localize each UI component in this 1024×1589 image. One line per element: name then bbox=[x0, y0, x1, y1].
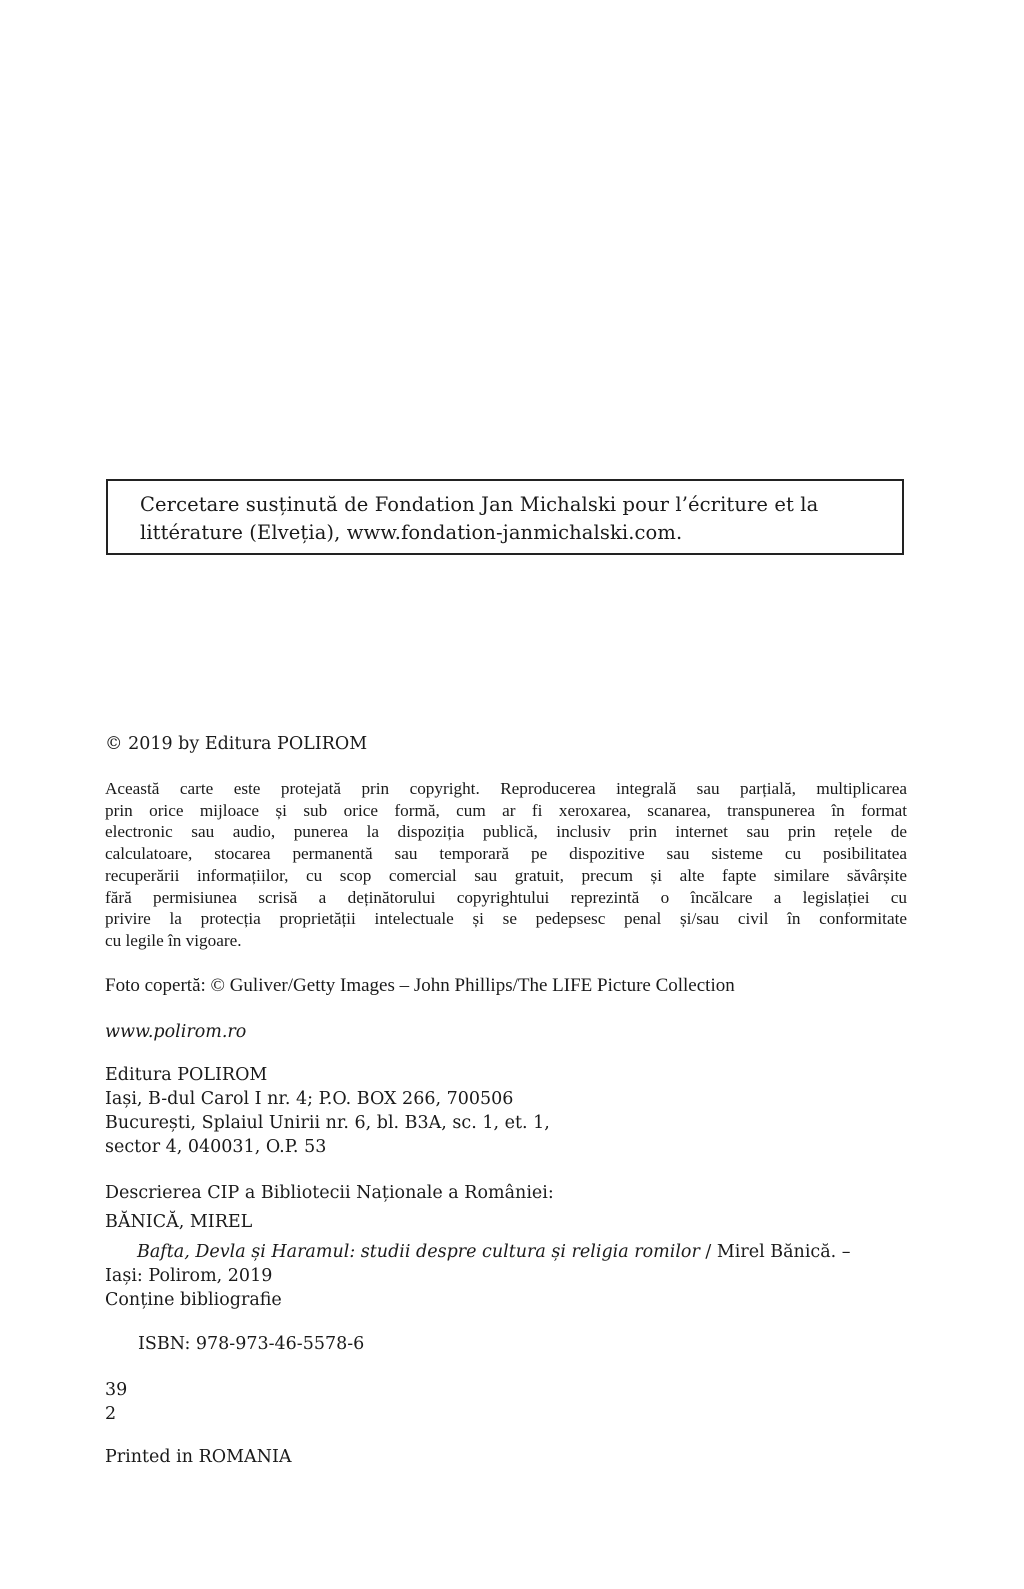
isbn: ISBN: 978-973-46-5578-6 bbox=[138, 1334, 365, 1354]
legal-notice bbox=[105, 778, 907, 952]
cover-photo-credit: Foto copertă: © Guliver/Getty Images – John Phillips/The LIFE Picture Collection bbox=[105, 975, 735, 996]
legal-line: cu legile în vigoare. bbox=[105, 930, 242, 950]
legal-line: privire la protecția proprietății intelectuale și se pedepsesc penal și/sau civil în conformitate bbox=[105, 909, 907, 929]
cip-author: BĂNICĂ, MIREL bbox=[105, 1212, 253, 1232]
cip-note: Conține bibliografie bbox=[105, 1290, 282, 1310]
book-title: Bafta, Devla și Haramul: studii despre cultura și religia romilor bbox=[137, 1242, 700, 1262]
legal-line: recuperării informațiilor, cu scop comercial sau gratuit, precum și alte fapte similare săvârșite bbox=[105, 865, 907, 885]
cip-entry bbox=[105, 1240, 851, 1312]
printed-in: Printed in ROMANIA bbox=[105, 1447, 292, 1467]
address-line-2: București, Splaiul Unirii nr. 6, bl. B3A, sc. 1, et. 1, bbox=[105, 1113, 550, 1133]
cip-title-line bbox=[105, 1240, 851, 1264]
copyright-line: © 2019 by Editura POLIROM bbox=[105, 734, 368, 754]
classification-code: 39 bbox=[105, 1380, 128, 1400]
cip-imprint: Iași: Polirom, 2019 bbox=[105, 1266, 273, 1286]
legal-line: prin orice mijloace și sub orice formă, cum ar fi xeroxarea, scanarea, transpunerea în format bbox=[105, 800, 907, 820]
address-line-3: sector 4, 040031, O.P. 53 bbox=[105, 1137, 327, 1157]
funding-note-line-1: Cercetare susținută de Fondation Jan Michalski pour l’écriture et la bbox=[140, 493, 819, 516]
legal-line: calculatoare, stocarea permanentă sau temporară pe dispozitive sau sisteme cu posibilitatea bbox=[105, 844, 907, 864]
cip-responsibility: / Mirel Bănică. – bbox=[699, 1242, 851, 1262]
funding-note-line-2: littérature (Elveția), www.fondation-janmichalski.com. bbox=[140, 521, 683, 544]
funding-note-box bbox=[106, 479, 904, 555]
publisher-website-link[interactable]: www.polirom.ro bbox=[105, 1022, 247, 1042]
legal-line: electronic sau audio, punerea la dispoziția publică, inclusiv prin internet sau prin rețele de bbox=[105, 822, 907, 842]
legal-line: fără permisiunea scrisă a deținătorului copyrightului reprezintă o încălcare a legislației cu bbox=[105, 887, 907, 907]
publisher-name: Editura POLIROM bbox=[105, 1065, 268, 1085]
classification-code: 2 bbox=[105, 1404, 117, 1424]
address-line-1: Iași, B-dul Carol I nr. 4; P.O. BOX 266, 700506 bbox=[105, 1089, 514, 1109]
legal-line: Această carte este protejată prin copyright. Reproducerea integrală sau parțială, multiplicarea bbox=[105, 779, 907, 798]
cip-heading: Descrierea CIP a Bibliotecii Naționale a României: bbox=[105, 1183, 554, 1203]
classification-codes bbox=[105, 1378, 127, 1426]
publisher-address bbox=[105, 1063, 550, 1159]
